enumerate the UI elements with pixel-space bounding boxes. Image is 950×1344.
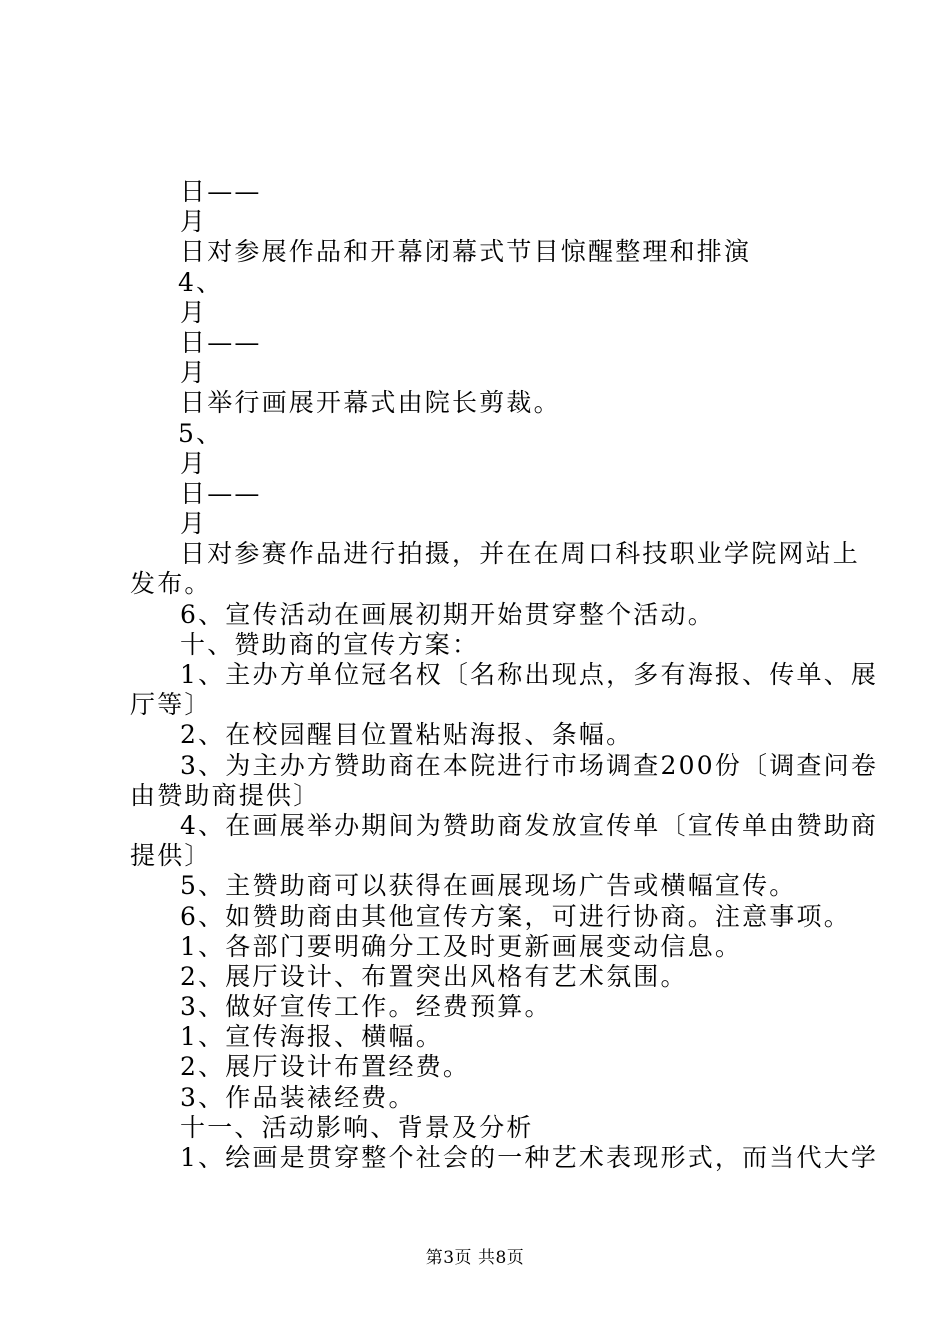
text-line: 发布。 <box>130 569 212 599</box>
text-line: 1、绘画是贯穿整个社会的一种艺术表现形式，而当代大学 <box>180 1143 879 1172</box>
text-line: 1、宣传海报、横幅。 <box>180 1022 443 1052</box>
text-line: 日对参展作品和开幕闭幕式节目惊醒整理和排演 <box>180 237 752 267</box>
text-line: 6、宣传活动在画展初期开始贯穿整个活动。 <box>180 599 715 629</box>
text-line: 3、做好宣传工作。经费预算。 <box>180 992 552 1022</box>
text-line: 3、作品装裱经费。 <box>180 1082 416 1112</box>
text-line: 5、 <box>178 418 224 448</box>
text-line: 月 <box>180 358 208 388</box>
document-body <box>130 177 879 1173</box>
text-line: 日—— <box>180 177 262 206</box>
text-line: 2、在校园醒目位置粘贴海报、条幅。 <box>180 720 634 750</box>
text-line: 由赞助商提供〕 <box>130 780 321 810</box>
text-line: 月 <box>180 297 208 327</box>
text-line: 2、展厅设计、布置突出风格有艺术氛围。 <box>180 961 688 991</box>
text-line: 2、展厅设计布置经费。 <box>180 1052 471 1082</box>
text-line: 1、主办方单位冠名权〔名称出现点，多有海报、传单、展 <box>180 660 879 689</box>
text-line: 3、为主办方赞助商在本院进行市场调查200份〔调查问卷 <box>180 750 879 780</box>
text-line: 月 <box>180 448 208 478</box>
section-heading: 十一、活动影响、背景及分析 <box>180 1112 534 1142</box>
text-line: 日对参赛作品进行拍摄，并在在周口科技职业学院网站上 <box>180 539 861 569</box>
text-line: 4、 <box>178 267 224 297</box>
text-line: 日举行画展开幕式由院长剪裁。 <box>180 388 561 418</box>
text-line: 厅等〕 <box>130 690 212 720</box>
text-line: 月 <box>180 509 208 539</box>
text-line: 月 <box>180 207 208 237</box>
text-line: 提供〕 <box>130 841 212 871</box>
text-line: 5、主赞助商可以获得在画展现场广告或横幅宣传。 <box>180 871 797 901</box>
text-line: 6、如赞助商由其他宣传方案，可进行协商。注意事项。 <box>180 901 851 931</box>
text-line: 1、各部门要明确分工及时更新画展变动信息。 <box>180 931 743 961</box>
page-footer: 第3页 共8页 <box>425 1248 525 1268</box>
text-line: 4、在画展举办期间为赞助商发放宣传单〔宣传单由赞助商 <box>180 810 879 840</box>
text-line: 日—— <box>180 478 262 508</box>
text-line: 日—— <box>180 327 262 357</box>
section-heading: 十、赞助商的宣传方案： <box>180 629 480 659</box>
